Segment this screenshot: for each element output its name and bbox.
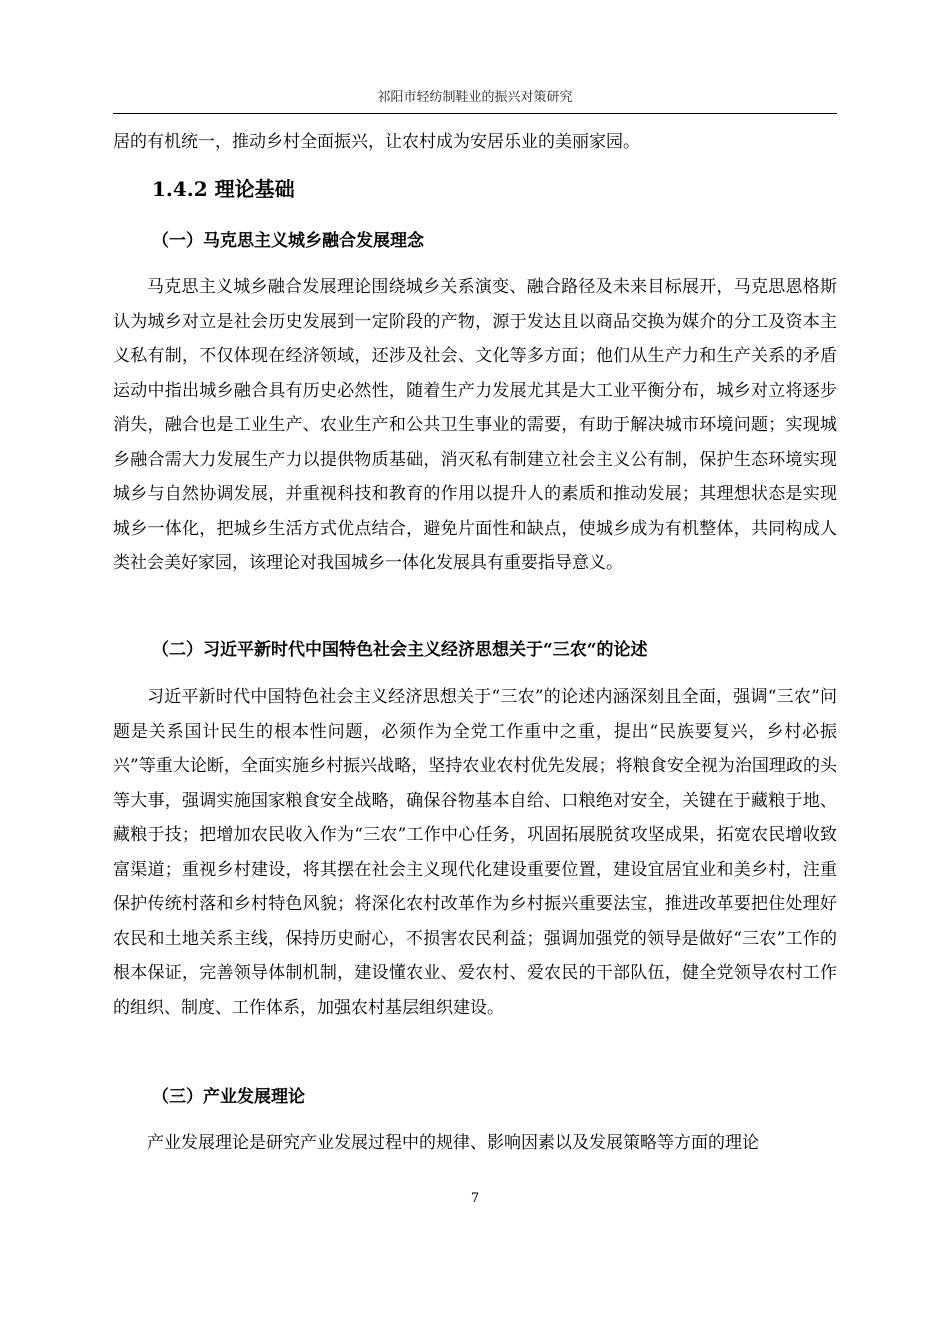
header-rule [113, 113, 837, 114]
subsection-heading-3: （三）产业发展理论 [152, 1087, 305, 1107]
paragraph-3: 产业发展理论是研究产业发展过程中的规律、影响因素以及发展策略等方面的理论 [147, 1133, 759, 1153]
page-number: 7 [470, 1191, 480, 1206]
section-heading: 1.4.2 理论基础 [152, 177, 295, 201]
running-header-title: 祁阳市轻纺制鞋业的振兴对策研究 [377, 90, 573, 105]
paragraph-1: 马克思主义城乡融合发展理论围绕城乡关系演变、融合路径及未来目标展开，马克思恩格斯认为城乡对立是社会历史发展到一定阶段的产物，源于发达且以商品交换为媒介的分工及资本主义私有制，不仅体现在经济领域，还涉及社会、文化等多方面；他们从生产力和生产关系的矛盾运动中指出城乡融合具有历史必然性，随着生产力发展尤其是大工业平衡分布，城乡对立将逐步消失，融合也是工业生产、农业生产和公共卫生事业的需要，有助于解决城市环境问题；实现城乡融合需大力发展生产力以提供物质基础，消灭私有制建立社会主义公有制，保护生态环境实现城乡与自然协调发展，并重视科技和教育的作用以提升人的素质和推动发展；其理想状态是实现城乡一体化，把城乡生活方式优点结合，避免片面性和缺点，使城乡成为有机整体，共同构成人类社会美好家园，该理论对我国城乡一体化发展具有重要指导意义。 [113, 277, 837, 573]
paragraph-2: 习近平新时代中国特色社会主义经济思想关于“三农”的论述内涵深刻且全面，强调“三农”问题是关系国计民生的根本性问题，必须作为全党工作重中之重，提出“民族要复兴，乡村必振兴”等重大论断，全面实施乡村振兴战略，坚持农业农村优先发展；将粮食安全视为治国理政的头等大事，强调实施国家粮食安全战略，确保谷物基本自给、口粮绝对安全，关键在于藏粮于地、藏粮于技；把增加农民收入作为“三农”工作中心任务，巩固拓展脱贫攻坚成果，拓宽农民增收致富渠道；重视乡村建设，将其摆在社会主义现代化建设重要位置，建设宜居宜业和美乡村，注重保护传统村落和乡村特色风貌；将深化农村改革作为乡村振兴重要法宝，推进改革要把住处理好农民和土地关系主线，保持历史耐心，不损害农民利益；强调加强党的领导是做好“三农”工作的根本保证，完善领导体制机制，建设懂农业、爱农村、爱农民的干部队伍，健全党领导农村工作的组织、制度、工作体系，加强农村基层组织建设。 [113, 687, 837, 1018]
subsection-heading-2: （二）习近平新时代中国特色社会主义经济思想关于“三农“的论述 [152, 640, 648, 660]
carryover-paragraph: 居的有机统一，推动乡村全面振兴，让农村成为安居乐业的美丽家园。 [113, 132, 640, 152]
subsection-heading-1: （一）马克思主义城乡融合发展理念 [152, 231, 424, 251]
